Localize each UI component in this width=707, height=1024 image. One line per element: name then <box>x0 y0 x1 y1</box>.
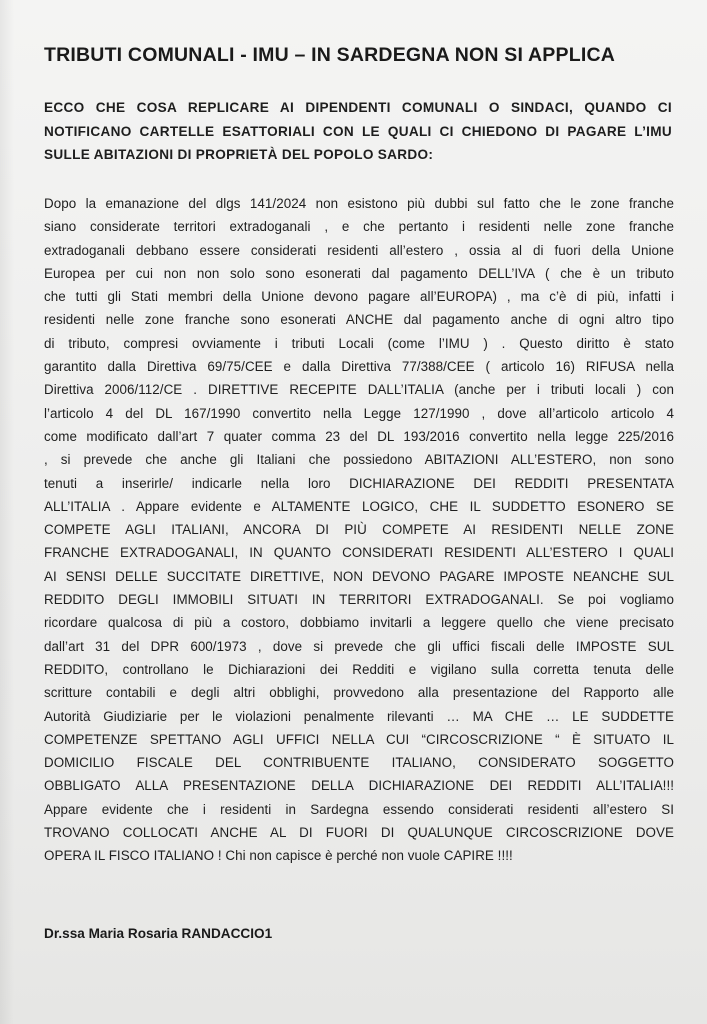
body-line: come modificato dall’art 7 quater comma 23 del DL 193/2016 convertito nella legge 225/2016 <box>44 428 674 444</box>
body-line: Europea per cui non non solo sono esonerati dal pagamento DELL’IVA ( che è un tributo <box>44 265 674 281</box>
body-line: extradoganali debbano essere considerati residenti all’estero , ossia al di fuori della Unione <box>44 242 674 258</box>
body-line: Direttiva 2006/112/CE . DIRETTIVE RECEPITE DALL’ITALIA (anche per i tributi locali ) con <box>44 382 674 398</box>
body-line: REDDITO, controllano le Dichiarazioni dei Redditi e vigilano sulla corretta tenuta delle <box>44 661 674 677</box>
body-line: FRANCHE EXTRADOGANALI, IN QUANTO CONSIDERATI RESIDENTI ALL’ESTERO I QUALI <box>44 545 674 561</box>
body-line: , si prevede che anche gli Italiani che possiedono ABITAZIONI ALL’ESTERO, non sono <box>44 452 674 468</box>
intro-line: SULLE ABITAZIONI DI PROPRIETÀ DEL POPOLO SARDO: <box>44 147 434 162</box>
body-line: garantito dalla Direttiva 69/75/CEE e dalla Direttiva 77/388/CEE ( articolo 16) RIFUSA nella <box>44 359 674 375</box>
body-line: TROVANO COLLOCATI ANCHE AL DI FUORI DI QUALUNQUE CIRCOSCRIZIONE DOVE <box>44 825 674 841</box>
body-line: ricordare qualcosa di più a costoro, dobbiamo invitarli a leggere quello che viene precisato <box>44 615 674 631</box>
page-edge-shadow <box>0 0 14 1024</box>
body-line: residenti nelle zone franche sono esonerati ANCHE dal pagamento anche di ogni altro tipo <box>44 312 674 328</box>
intro-line: ECCO CHE COSA REPLICARE AI DIPENDENTI COMUNALI O SINDACI, QUANDO CI <box>44 100 672 115</box>
body-line: tenuti a inserirle/ indicarle nella loro DICHIARAZIONE DEI REDDITI PRESENTATA <box>44 475 674 491</box>
body-line: COMPETENZE SPETTANO AGLI UFFICI NELLA CUI “CIRCOSCRIZIONE “ È SITUATO IL <box>44 731 674 747</box>
intro-paragraph <box>44 96 672 167</box>
body-line: ALL’ITALIA . Appare evidente e ALTAMENTE LOGICO, CHE IL SUDDETTO ESONERO SE <box>44 498 674 514</box>
body-line: siano considerate territori extradoganali , e che pertanto i residenti nelle zone franche <box>44 219 674 235</box>
body-line: REDDITO DEGLI IMMOBILI SITUATI IN TERRITORI EXTRADOGANALI. Se poi vogliamo <box>44 592 674 608</box>
body-line: AI SENSI DELLE SUCCITATE DIRETTIVE, NON DEVONO PAGARE IMPOSTE NEANCHE SUL <box>44 568 674 584</box>
body-paragraph <box>44 192 674 868</box>
body-line: Appare evidente che i residenti in Sardegna essendo considerati residenti all’estero SI <box>44 801 674 817</box>
body-line: OPERA IL FISCO ITALIANO ! Chi non capisce è perché non vuole CAPIRE !!!! <box>44 848 513 864</box>
body-line: Dopo la emanazione del dlgs 141/2024 non esistono più dubbi sul fatto che le zone franche <box>44 196 674 211</box>
body-line: COMPETE AGLI ITALIANI, ANCORA DI PIÙ COMPETE AI RESIDENTI NELLE ZONE <box>44 522 674 538</box>
body-line: scritture contabili e degli altri obblighi, provvedono alla presentazione del Rapporto alle <box>44 685 674 701</box>
body-line: di tributo, compresi ovviamente i tributi Locali (come l’IMU ) . Questo diritto è stato <box>44 335 674 351</box>
body-line: DOMICILIO FISCALE DEL CONTRIBUENTE ITALIANO, CONSIDERATO SOGGETTO <box>44 755 674 771</box>
body-line: che tutti gli Stati membri della Unione devono pagare all’EUROPA) , ma c’è di più, infatti i <box>44 289 674 305</box>
body-line: l’articolo 4 del DL 167/1990 convertito nella Legge 127/1990 , dove all’articolo articolo 4 <box>44 405 674 421</box>
intro-line: NOTIFICANO CARTELLE ESATTORIALI CON LE QUALI CI CHIEDONO DI PAGARE L’IMU <box>44 123 672 139</box>
document-title: TRIBUTI COMUNALI - IMU – IN SARDEGNA NON SI APPLICA <box>44 44 616 66</box>
body-line: OBBLIGATO ALLA PRESENTAZIONE DELLA DICHIARAZIONE DEI REDDITI ALL’ITALIA!!! <box>44 778 674 794</box>
body-line: dall’art 31 del DPR 600/1973 , dove si prevede che gli uffici fiscali delle IMPOSTE SUL <box>44 638 674 654</box>
body-line: Autorità Giudiziarie per le violazioni penalmente rilevanti … MA CHE … LE SUDDETTE <box>44 708 674 724</box>
author-signature: Dr.ssa Maria Rosaria RANDACCIO1 <box>44 926 273 941</box>
